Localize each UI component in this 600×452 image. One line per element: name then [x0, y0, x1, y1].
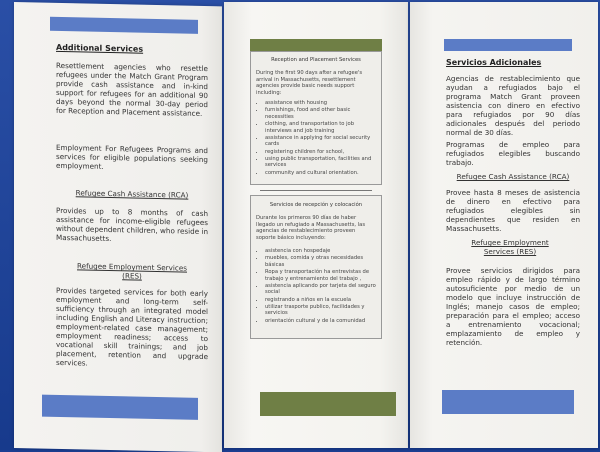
es-list-item: • utilizar trasporte publico, facilidades y servicios: [265, 304, 377, 317]
es-list-item: • asistencia con hospedaje: [265, 248, 377, 255]
es-list-item: • orientación cultural y de la comunidad: [265, 318, 377, 325]
es-list-item: • asistencia aplicando por tarjeta del seguro social: [265, 283, 377, 296]
rca-title-right: Refugee Cash Assistance (RCA): [456, 172, 570, 181]
es-box-title: Servicios de recepción y colocación: [269, 202, 363, 208]
en-list-item: • clothing, and transportation to job interviews and job training: [265, 121, 377, 134]
bottom-green-bar: [260, 392, 396, 416]
employment-paragraph: Employment For Refugees Programs and services for eligible populations seeking employment.: [56, 142, 208, 171]
agencias-paragraph: Agencias de restablecimiento que ayudan a refugiados bajo el programa Match Grant proveen asistencia con dinero en efectivo para refugiados por 90 días adicionales después del periodo normal de 30 días.: [446, 74, 580, 137]
resettlement-paragraph: Resettlement agencies who resettle refugees under the Match Grant Program provide cash assistance and in-kind support for refugees for an additional 90 days beyond the normal 30-day period for Reception and Placement assistance.: [56, 60, 208, 118]
left-panel: [14, 2, 222, 452]
en-list-item: • registering children for school,: [265, 149, 377, 156]
res-title-right: Refugee Employment Services (RES): [471, 238, 549, 256]
servicios-adicionales-heading: Servicios Adicionales: [446, 58, 542, 67]
es-list-item: • Ropa y transportación ha entrevistas de trabajo y entrenamiento del trabajo ,: [265, 269, 377, 282]
right-panel: [410, 2, 598, 448]
top-blue-bar: [50, 17, 198, 34]
top-blue-bar-right: [444, 39, 572, 51]
en-list-item: • furnishings, food and other basic necessities: [265, 107, 377, 120]
additional-services-heading: Additional Services: [56, 42, 144, 54]
res-title: Refugee Employment Services (RES): [76, 261, 187, 281]
es-list-item: • muebles, comida y otras necesidades básicas: [265, 255, 377, 268]
middle-panel: [224, 2, 408, 448]
reception-placement-box-en: [250, 51, 382, 185]
reception-placement-box-es: [250, 195, 382, 339]
en-list-item: • assistance with housing: [265, 100, 377, 107]
divider-line: [260, 190, 372, 191]
es-box-intro: Durante los primeros 90 días de haber llegado un refugiado a Massachusetts, las agencias de restablecimiento proveen soporte básico incluyendo:: [256, 215, 366, 241]
es-box-list: [255, 248, 377, 325]
bottom-blue-bar: [42, 395, 198, 420]
bottom-blue-bar-right: [442, 390, 574, 414]
en-box-intro: During the first 90 days after a refugee's arrival in Massachusetts, resettlement agencies provide basic needs support including:: [256, 70, 363, 96]
en-list-item: • using public transportation, facilities and services: [265, 156, 377, 169]
en-list-item: • assistance in applying for social security cards: [265, 135, 377, 148]
trifold-brochure: [14, 2, 598, 448]
es-list-item: • registrando a niños en la escuela: [265, 297, 377, 304]
en-box-title: Reception and Placement Services: [271, 57, 361, 63]
res-paragraph-right: Provee servicios dirigidos para empleo rápido y de largo término autosuficiente por medio de un modelo que incluye instrucción de Inglés; manejo casos de empleo; preparación para el empleo; acceso a entrenamiento vocacional; emplazamiento de empleo y retención.: [446, 266, 580, 347]
top-green-bar: [250, 39, 382, 51]
rca-paragraph-right: Provee hasta 8 meses de asistencia de dinero en efectivo para refugiados elegibles sin dependientes que residen en Massachusetts.: [446, 188, 580, 233]
res-paragraph: Provides targeted services for both early employment and long-term self-sufficiency through an integrated model including English and Literacy instruction; employment-related case management; employment readiness; access to vocational skill trainings; and job placement, retention and upgrade services.: [56, 285, 208, 368]
rca-title: Refugee Cash Assistance (RCA): [75, 188, 189, 200]
rca-paragraph: Provides up to 8 months of cash assistance for income-eligible refugees without dependent children, who reside in Massachusetts.: [56, 205, 208, 244]
en-list-item: • community and cultural orientation.: [265, 170, 377, 177]
en-box-list: [255, 100, 377, 177]
programas-paragraph: Programas de empleo para refugiados elegibles buscando trabajo.: [446, 140, 580, 167]
